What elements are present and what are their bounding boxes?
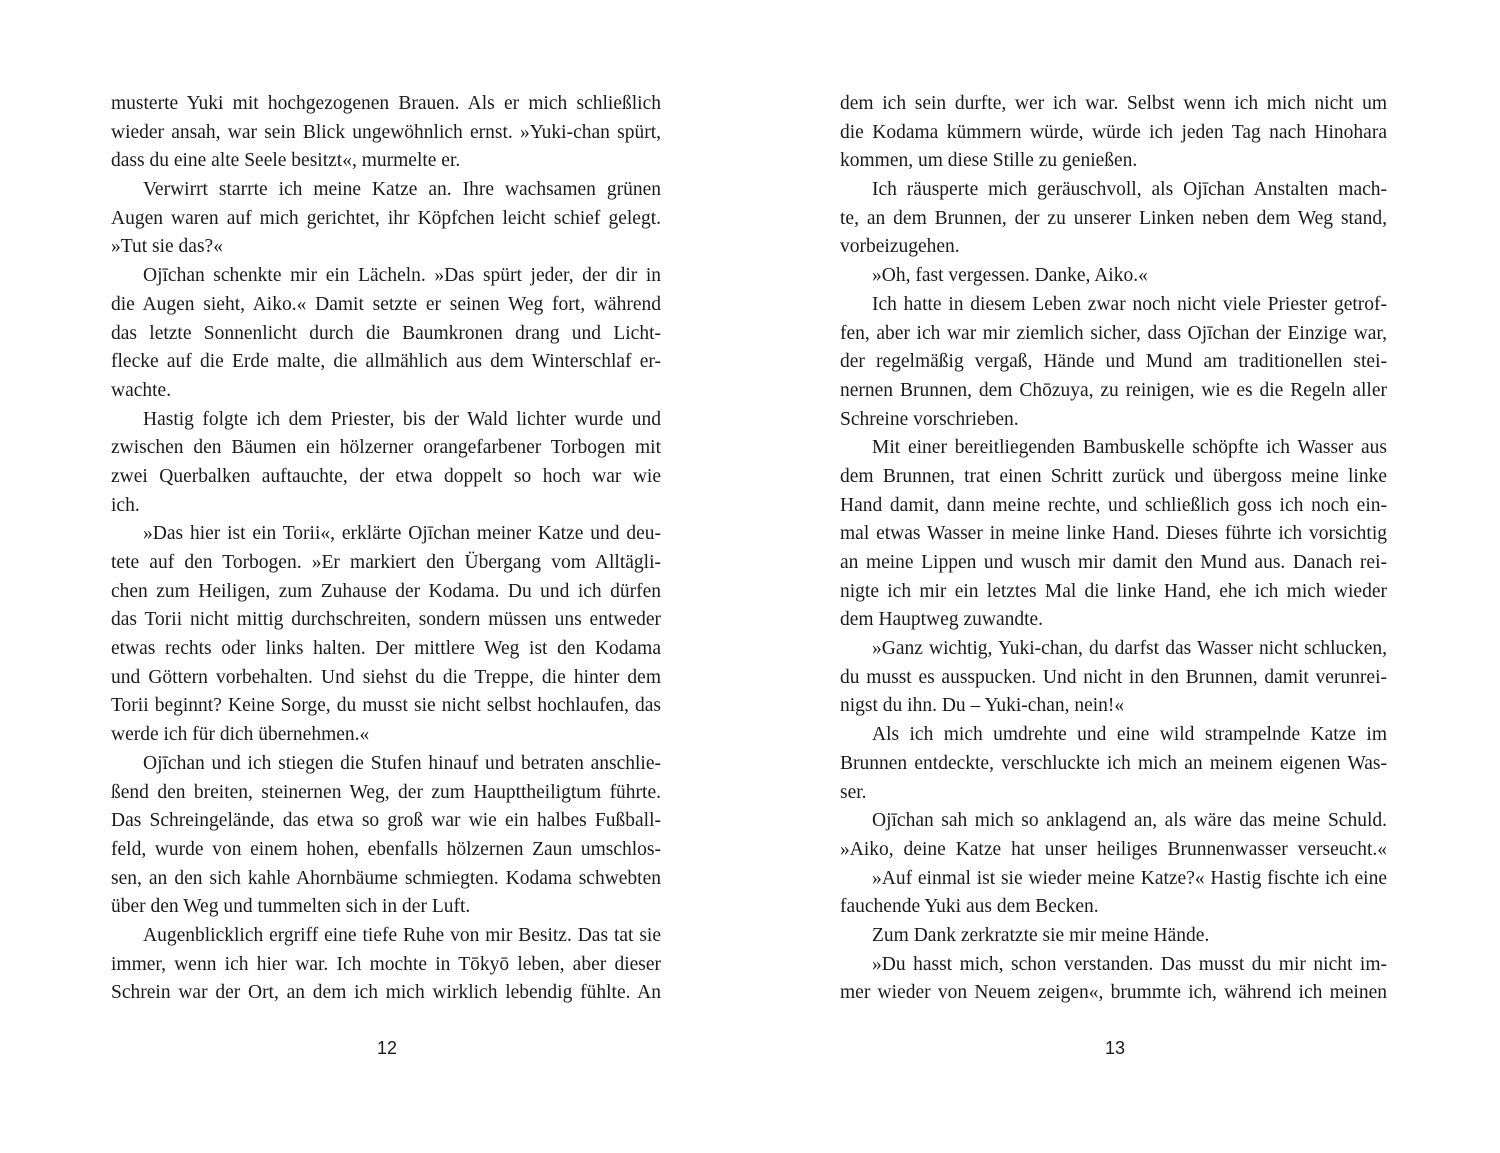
text-line: »Tut sie das?« (111, 236, 223, 258)
text-line: zwei Querbalken auftauchte, der etwa doppelt so hoch war wie (111, 465, 661, 487)
text-line: wieder ansah, war sein Blick ungewöhnlich ernst. »Yuki-chan spürt, (111, 121, 661, 143)
text-line: Ojīchan sah mich so anklagend an, als wäre das meine Schuld. (872, 810, 1387, 832)
text-line: Hastig folgte ich dem Priester, bis der Wald lichter wurde und (143, 408, 661, 430)
text-line: werde ich für dich übernehmen.« (111, 724, 370, 746)
text-line: Schreine vorschrieben. (840, 408, 1019, 430)
text-line: ßend den breiten, steinernen Weg, der zum Haupttheiligtum führte. (111, 781, 661, 803)
text-line: zwischen den Bäumen ein hölzerner orangefarbener Torbogen mit (111, 437, 661, 459)
text-line: nigte ich mir ein letztes Mal die linke Hand, ehe ich mich wieder (840, 580, 1387, 602)
text-line: Zum Dank zerkratzte sie mir meine Hände. (872, 924, 1210, 946)
text-line: ser. (840, 781, 867, 803)
text-line: ich. (111, 494, 140, 516)
text-line: vorbeizugehen. (840, 236, 960, 258)
text-line: »Das hier ist ein Torii«, erklärte Ojīchan meiner Katze und deu- (143, 523, 661, 545)
text-line: immer, wenn ich hier war. Ich mochte in Tōkyō leben, aber dieser (111, 953, 661, 975)
text-line: feld, wurde von einem hohen, ebenfalls hölzernen Zaun umschlos- (111, 838, 661, 860)
text-line: tete auf den Torbogen. »Er markiert den Übergang vom Alltägli- (111, 552, 661, 573)
text-line: wachte. (111, 379, 172, 401)
text-line: chen zum Heiligen, zum Zuhause der Kodama. Du und ich dürfen (111, 580, 661, 602)
text-line: Das Schreingelände, das etwa so groß war wie ein halbes Fußball- (111, 810, 661, 832)
text-line: mer wieder von Neuem zeigen«, brummte ich, während ich meinen (840, 982, 1387, 1004)
text-line: Ojīchan schenkte mir ein Lächeln. »Das spürt jeder, der dir in (143, 265, 661, 287)
text-line: Augen waren auf mich gerichtet, ihr Köpfchen leicht schief gelegt. (111, 207, 661, 229)
text-line: dem ich sein durfte, wer ich war. Selbst wenn ich mich nicht um (840, 93, 1387, 114)
text-line: fen, aber ich war mir ziemlich sicher, dass Ojīchan der Einzige war, (840, 322, 1387, 344)
text-line: »Ganz wichtig, Yuki-chan, du darfst das Wasser nicht schlucken, (872, 638, 1387, 660)
text-line: nernen Brunnen, dem Chōzuya, zu reinigen, wie es die Regeln aller (840, 379, 1387, 401)
text-line: mal etwas Wasser in meine linke Hand. Dieses führte ich vorsichtig (840, 523, 1387, 545)
text-line: Verwirrt starrte ich meine Katze an. Ihre wachsamen grünen (143, 179, 661, 201)
text-line: der regelmäßig vergaß, Hände und Mund am traditionellen stei- (840, 351, 1387, 373)
text-line: kommen, um diese Stille zu genießen. (840, 150, 1138, 172)
text-line: Brunnen entdeckte, verschluckte ich mich an meinem eigenen Was- (840, 752, 1387, 774)
right-page (750, 0, 1500, 1153)
right-page-text (840, 90, 1387, 1008)
text-line: »Aiko, deine Katze hat unser heiliges Brunnenwasser verseucht.« (840, 838, 1387, 860)
text-line: fauchende Yuki aus dem Becken. (840, 896, 1099, 918)
text-line: Als ich mich umdrehte und eine wild strampelnde Katze im (872, 724, 1387, 746)
text-line: Ojīchan und ich stiegen die Stufen hinauf und betraten anschlie- (143, 752, 661, 774)
text-line: Hand damit, dann meine rechte, und schließlich goss ich noch ein- (840, 494, 1387, 516)
text-line: flecke auf die Erde malte, die allmählich aus dem Winterschlaf er- (111, 351, 661, 373)
text-line: te, an dem Brunnen, der zu unserer Linken neben dem Weg stand, (840, 207, 1387, 229)
text-line: dem Hauptweg zuwandte. (840, 609, 1044, 631)
text-line: Schrein war der Ort, an dem ich mich wirklich lebendig fühlte. An (111, 982, 661, 1004)
left-page-text (111, 90, 661, 1008)
text-line: und Göttern vorbehalten. Und siehst du die Treppe, die hinter dem (111, 666, 661, 688)
text-line: das Torii nicht mittig durchschreiten, sondern müssen uns entweder (111, 609, 661, 631)
text-line: Mit einer bereitliegenden Bambuskelle schöpfte ich Wasser aus (872, 437, 1387, 459)
text-line: dass du eine alte Seele besitzt«, murmelte er. (111, 150, 461, 172)
text-line: »Oh, fast vergessen. Danke, Aiko.« (872, 265, 1148, 287)
text-line: »Auf einmal ist sie wieder meine Katze?« Hastig fischte ich eine (872, 867, 1387, 889)
text-line: »Du hasst mich, schon verstanden. Das musst du mir nicht im- (872, 953, 1387, 975)
text-line: Ich hatte in diesem Leben zwar noch nicht viele Priester getrof- (872, 293, 1387, 315)
text-line: die Kodama kümmern würde, würde ich jeden Tag nach Hinohara (840, 121, 1387, 143)
text-line: du musst es ausspucken. Und nicht in den Brunnen, damit verunrei- (840, 666, 1387, 688)
text-line: an meine Lippen und wusch mir damit den Mund aus. Danach rei- (840, 552, 1387, 573)
text-line: musterte Yuki mit hochgezogenen Brauen. Als er mich schließlich (111, 93, 661, 114)
text-line: über den Weg und tummelten sich in der Luft. (111, 896, 471, 918)
page-number-left: 12 (376, 1038, 398, 1058)
text-line: das letzte Sonnenlicht durch die Baumkronen drang und Licht- (111, 322, 661, 344)
page-number-right: 13 (1104, 1038, 1126, 1058)
text-line: die Augen sieht, Aiko.« Damit setzte er seinen Weg fort, während (111, 293, 661, 315)
text-line: Ich räusperte mich geräuschvoll, als Ojīchan Anstalten mach- (872, 179, 1387, 201)
text-line: sen, an den sich kahle Ahornbäume schmiegten. Kodama schwebten (111, 867, 661, 889)
text-line: nigst du ihn. Du – Yuki-chan, nein!« (840, 695, 1125, 717)
text-line: dem Brunnen, trat einen Schritt zurück und übergoss meine linke (840, 465, 1387, 487)
text-line: Augenblicklich ergriff eine tiefe Ruhe von mir Besitz. Das tat sie (143, 924, 661, 946)
text-line: Torii beginnt? Keine Sorge, du musst sie nicht selbst hochlaufen, das (111, 695, 661, 717)
text-line: etwas rechts oder links halten. Der mittlere Weg ist den Kodama (111, 638, 661, 660)
